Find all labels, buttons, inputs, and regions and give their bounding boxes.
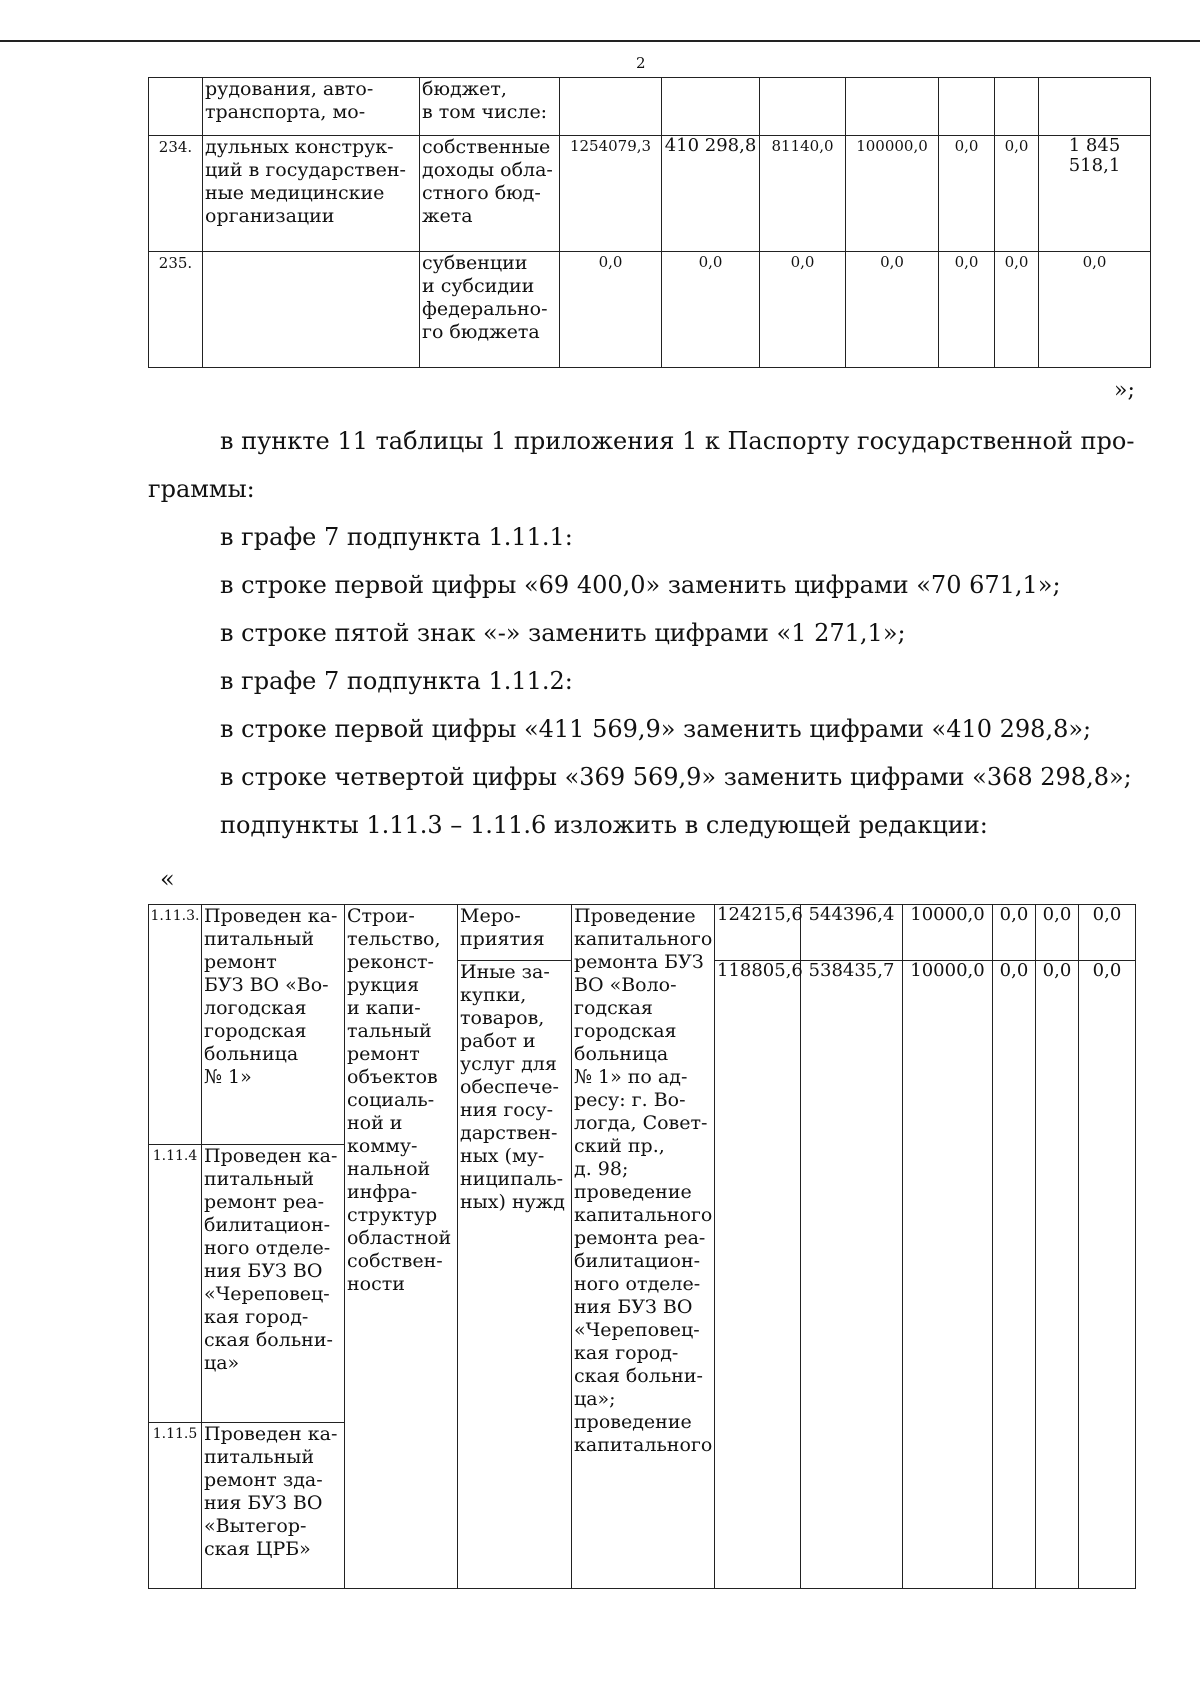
subpoints-table bbox=[148, 904, 1136, 1589]
value-cell: 0,0 bbox=[939, 252, 995, 368]
value-cell: 0,0 bbox=[1079, 905, 1136, 961]
value-cell: 10000,0 bbox=[903, 905, 993, 961]
value-cell bbox=[560, 78, 662, 136]
activity-description: Проведение капитального ремонта БУЗ ВО «Воло- годская городская больница № 1» по ад- ресу: г. Во- логда, Совет- ский пр., д. 98; проведение капитального ремонта реа- билитацион- ного отделе- ния БУЗ ВО «Череповец- кая город- ская больни- ца»; проведение капитального bbox=[572, 905, 715, 1589]
value-cell: 0,0 bbox=[560, 252, 662, 368]
value-cell: 1 845 518,1 bbox=[1039, 136, 1151, 252]
measure-name: дульных конструк- ций в государствен- ные медицинские организации bbox=[203, 136, 420, 252]
value-cell: 0,0 bbox=[1036, 961, 1079, 1589]
subpoint-number: 1.11.3. bbox=[149, 905, 202, 1145]
closing-quote: »; bbox=[1114, 378, 1135, 403]
funding-source: субвенции и субсидии федерально- го бюджета bbox=[420, 252, 560, 368]
measure-name: рудования, авто- транспорта, мо- bbox=[203, 78, 420, 136]
value-cell bbox=[760, 78, 846, 136]
value-cell bbox=[662, 78, 760, 136]
table-row bbox=[149, 78, 1151, 136]
header-rule bbox=[0, 40, 1200, 42]
table-row bbox=[149, 905, 1136, 961]
value-cell: 81140,0 bbox=[760, 136, 846, 252]
value-cell: 0,0 bbox=[993, 905, 1036, 961]
value-cell: 0,0 bbox=[995, 252, 1039, 368]
row-number: 234. bbox=[149, 136, 203, 252]
value-cell: 0,0 bbox=[760, 252, 846, 368]
paragraph: в графе 7 подпункта 1.11.1: bbox=[220, 523, 573, 551]
value-cell bbox=[939, 78, 995, 136]
funding-source: бюджет, в том числе: bbox=[420, 78, 560, 136]
value-cell: 0,0 bbox=[846, 252, 939, 368]
value-cell: 0,0 bbox=[1079, 961, 1136, 1589]
paragraph: в строке первой цифры «411 569,9» заменить цифрами «410 298,8»; bbox=[220, 715, 1092, 743]
value-cell: 538435,7 bbox=[801, 961, 903, 1589]
value-cell: 0,0 bbox=[993, 961, 1036, 1589]
value-cell: 0,0 bbox=[1039, 252, 1151, 368]
subpoint-name: Проведен ка- питальный ремонт зда- ния БУЗ ВО «Вытегор- ская ЦРБ» bbox=[202, 1423, 345, 1589]
activity-category: Меро- приятия bbox=[458, 905, 572, 961]
value-cell: 0,0 bbox=[995, 136, 1039, 252]
paragraph: подпункты 1.11.3 – 1.11.6 изложить в следующей редакции: bbox=[220, 811, 988, 839]
table-row bbox=[149, 252, 1151, 368]
row-number: 235. bbox=[149, 252, 203, 368]
funding-table-continued bbox=[148, 77, 1151, 368]
measure-name bbox=[203, 252, 420, 368]
subpoint-name: Проведен ка- питальный ремонт реа- билитацион- ного отделе- ния БУЗ ВО «Череповец- кая город- ская больни- ца» bbox=[202, 1145, 345, 1423]
page-number: 2 bbox=[636, 54, 646, 72]
expense-type: Иные за- купки, товаров, работ и услуг для обеспече- ния госу- дарствен- ных (му- ниципаль- ных) нужд bbox=[458, 961, 572, 1589]
activity-type: Строи- тельство, реконст- рукция и капи- тальный ремонт объектов социаль- ной и комму- нальной инфра- структур областной собствен- ности bbox=[345, 905, 458, 1589]
subpoint-number: 1.11.5 bbox=[149, 1423, 202, 1589]
paragraph: в строке первой цифры «69 400,0» заменить цифрами «70 671,1»; bbox=[220, 571, 1061, 599]
funding-source: собственные доходы обла- стного бюд- жета bbox=[420, 136, 560, 252]
value-cell: 0,0 bbox=[1036, 905, 1079, 961]
value-cell bbox=[1039, 78, 1151, 136]
value-cell: 544396,4 bbox=[801, 905, 903, 961]
value-cell: 410 298,8 bbox=[662, 136, 760, 252]
opening-quote: « bbox=[160, 865, 175, 893]
value-cell: 0,0 bbox=[662, 252, 760, 368]
paragraph: в строке пятой знак «-» заменить цифрами «1 271,1»; bbox=[220, 619, 906, 647]
subpoint-number: 1.11.4 bbox=[149, 1145, 202, 1423]
value-cell: 118805,6 bbox=[715, 961, 801, 1589]
value-cell: 1254079,3 bbox=[560, 136, 662, 252]
table-row bbox=[149, 136, 1151, 252]
paragraph: в графе 7 подпункта 1.11.2: bbox=[220, 667, 573, 695]
value-cell bbox=[846, 78, 939, 136]
row-number bbox=[149, 78, 203, 136]
value-cell: 100000,0 bbox=[846, 136, 939, 252]
value-cell: 0,0 bbox=[939, 136, 995, 252]
subpoint-name: Проведен ка- питальный ремонт БУЗ ВО «Во- логодская городская больница № 1» bbox=[202, 905, 345, 1145]
paragraph-intro: в пункте 11 таблицы 1 приложения 1 к Паспорту государственной про- bbox=[220, 427, 1135, 455]
paragraph-intro-cont: граммы: bbox=[148, 475, 255, 503]
value-cell: 10000,0 bbox=[903, 961, 993, 1589]
paragraph: в строке четвертой цифры «369 569,9» заменить цифрами «368 298,8»; bbox=[220, 763, 1132, 791]
value-cell bbox=[995, 78, 1039, 136]
value-cell: 124215,6 bbox=[715, 905, 801, 961]
